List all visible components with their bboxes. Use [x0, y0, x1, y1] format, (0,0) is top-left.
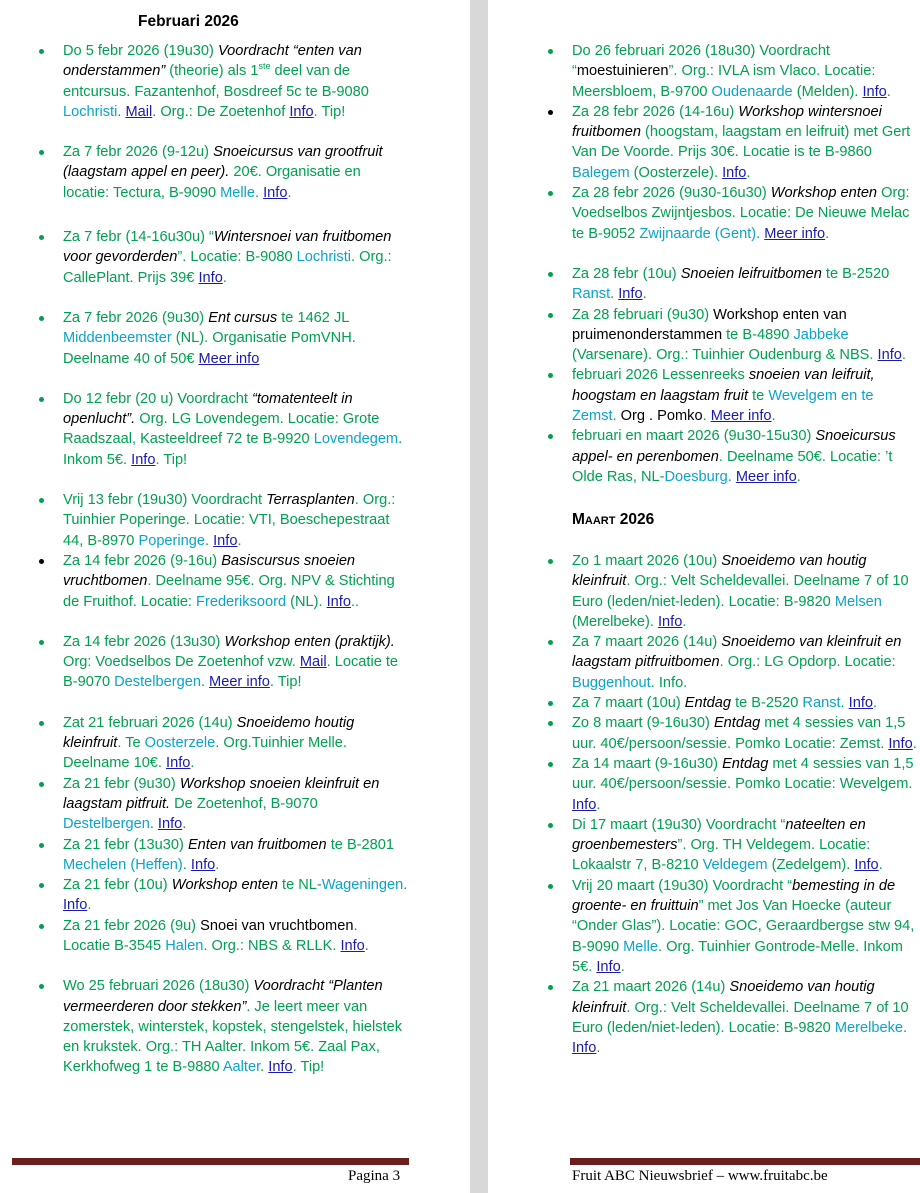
- page-gutter: [470, 0, 488, 1193]
- list-item: Wo 25 februari 2026 (18u30) Voordracht “Planten vermeerderen door stekken”. Je leert meer van zomerstek, winterstek, kopstek, stengelstek, hielstek en krukstek. Org.: TH Aalter. Inkom 5€. Zaal Pax, Kerkhofweg 1 te B-9880 Aalter. Info. Tip!: [63, 976, 408, 1077]
- list-item: Do 5 febr 2026 (19u30) Voordracht “enten van onderstammen” (theorie) als 1ste deel van de entcursus. Fazantenhof, Bosdreef 5c te B-9080 Lochristi. Mail. Org.: De Zoetenhof Info. Tip!: [63, 41, 408, 122]
- list-item: Za 28 februari (9u30) Workshop enten van pruimenonderstammen te B-4890 Jabbeke (Varsenare). Org.: Tuinhier Oudenburg & NBS. Info.: [572, 305, 914, 366]
- list-item: Za 28 febr (10u) Snoeien leifruitbomen te B-2520 Ranst. Info.: [572, 264, 914, 305]
- list-item: Za 21 febr 2026 (9u) Snoei van vruchtbomen. Locatie B-3545 Halen. Org.: NBS & RLLK. Info.: [63, 916, 408, 957]
- info-link[interactable]: Info: [596, 958, 621, 975]
- section-heading-februari: Februari 2026: [138, 13, 239, 30]
- list-item: Zat 21 februari 2026 (14u) Snoeidemo houtig kleinfruit. Te Oosterzele. Org.Tuinhier Melle. Deelname 10€. Info.: [63, 713, 408, 774]
- meer-info-link[interactable]: Meer info: [209, 674, 270, 691]
- february-events-list-continued: [572, 41, 914, 487]
- list-item: Vrij 20 maart (19u30) Voordracht “bemesting in de groente- en fruittuin” met Jos Van Hoecke (auteur “Onder Glas”). Locatie: GOC, Geraardbergse stw 94, B-9090 Melle. Org. Tuinhier Gontrode-Melle. Inkom 5€. Info.: [572, 876, 918, 977]
- list-item: Zo 8 maart (9-16u30) Entdag met 4 sessies van 1,5 uur. 40€/persoon/sessie. Pomko Locatie: Zemst. Info.: [572, 713, 918, 754]
- list-item: Vrij 13 febr (19u30) Voordracht Terrasplanten. Org.: Tuinhier Poperinge. Locatie: VTI, Boeschepestraat 44, B-8970 Poperinge. Info.: [63, 490, 408, 551]
- info-link[interactable]: Info: [657, 613, 683, 630]
- page-number: Pagina 3: [348, 1168, 401, 1184]
- info-link[interactable]: Info: [166, 755, 191, 772]
- february-events-list: [63, 41, 408, 1078]
- info-link[interactable]: Info: [190, 856, 216, 873]
- meer-info-link[interactable]: Meer info: [198, 350, 260, 367]
- info-link[interactable]: Info: [888, 735, 913, 752]
- list-item: Za 7 maart (10u) Entdag te B-2520 Ranst. Info.: [572, 693, 918, 713]
- list-item: Za 28 febr 2026 (9u30-16u30) Workshop enten Org: Voedselbos Zwijntjesbos. Locatie: De Nieuwe Melac te B-9052 Zwijnaarde (Gent). Meer info.: [572, 183, 914, 244]
- info-link[interactable]: Info: [198, 269, 223, 286]
- info-link[interactable]: Info: [848, 695, 873, 712]
- list-item: Za 7 maart 2026 (14u) Snoeidemo van kleinfruit en laagstam pitfruitbomen. Org.: LG Opdorp. Locatie: Buggenhout. Info.: [572, 632, 918, 693]
- info-link[interactable]: Info: [289, 103, 314, 120]
- info-link[interactable]: Info: [722, 164, 747, 181]
- info-link[interactable]: Info: [572, 796, 597, 813]
- info-link[interactable]: Info: [572, 1040, 597, 1057]
- list-item: Do 26 februari 2026 (18u30) Voordracht “moestuinieren”. Org.: IVLA ism Vlaco. Locatie: Meersbloem, B-9700 Oudenaarde (Melden). Info.: [572, 41, 914, 102]
- footer-rule: [12, 1158, 409, 1165]
- info-link[interactable]: Info: [131, 451, 156, 468]
- list-item: Di 17 maart (19u30) Voordracht “nateelten en groenbemesters”. Org. TH Veldegem. Locatie: Lokaalstr 7, B-8210 Veldegem (Zedelgem). Info.: [572, 815, 918, 876]
- meer-info-link[interactable]: Meer info: [735, 468, 797, 485]
- list-item: Za 28 febr 2026 (14-16u) Workshop wintersnoei fruitbomen (hoogstam, laagstam en leifruit) met Gert Van De Voorde. Prijs 30€. Locatie is te B-9860 Balegem (Oosterzele). Info.: [572, 102, 914, 183]
- list-item: Za 7 febr 2026 (9u30) Ent cursus te 1462 JL Middenbeemster (NL). Organisatie PomVNH. Deelname 40 of 50€ Meer info: [63, 308, 408, 369]
- info-link[interactable]: Info: [862, 83, 887, 100]
- section-heading-maart: Maart 2026: [572, 511, 655, 528]
- info-link[interactable]: Info: [268, 1059, 293, 1076]
- info-link[interactable]: Info: [618, 286, 643, 303]
- list-item: Za 21 febr (10u) Workshop enten te NL-Wageningen. Info.: [63, 875, 408, 916]
- list-item: Za 7 febr (14-16u30u) “Wintersnoei van fruitbomen voor gevorderden”. Locatie: B-9080 Lochristi. Org.: CallePlant. Prijs 39€ Info.: [63, 227, 408, 288]
- newsletter-footer: Fruit ABC Nieuwsbrief – www.fruitabc.be: [572, 1168, 828, 1184]
- mail-link[interactable]: Mail: [299, 654, 327, 671]
- list-item: februari en maart 2026 (9u30-15u30) Snoeicursus appel- en perenbomen. Deelname 50€. Locatie: ’t Olde Ras, NL-Doesburg. Meer info.: [572, 426, 914, 487]
- list-item: Za 21 febr (13u30) Enten van fruitbomen te B-2801 Mechelen (Heffen). Info.: [63, 835, 408, 876]
- info-link[interactable]: Info: [63, 897, 88, 914]
- footer-rule: [570, 1158, 920, 1165]
- list-item: Do 12 febr (20 u) Voordracht “tomatenteelt in openlucht”. Org. LG Lovendegem. Locatie: Grote Raadszaal, Kasteeldreef 72 te B-9920 Lovendegem. Inkom 5€. Info. Tip!: [63, 389, 408, 470]
- info-link[interactable]: Info: [854, 857, 879, 874]
- list-item: Za 14 febr 2026 (9-16u) Basiscursus snoeien vruchtbomen. Deelname 95€. Org. NPV & Stichting de Fruithof. Locatie: Frederiksoord (NL). Info..: [63, 551, 408, 612]
- list-item: Za 14 febr 2026 (13u30) Workshop enten (praktijk). Org: Voedselbos De Zoetenhof vzw. Mail. Locatie te B-9070 Destelbergen. Meer info. Tip!: [63, 632, 408, 693]
- info-link[interactable]: Info: [877, 347, 902, 364]
- meer-info-link[interactable]: Meer info: [764, 225, 826, 242]
- info-link[interactable]: Info: [326, 593, 351, 610]
- list-item: Za 7 febr 2026 (9-12u) Snoeicursus van grootfruit (laagstam appel en peer). 20€. Organisatie en locatie: Tectura, B-9090 Melle. Info.: [63, 142, 408, 203]
- list-item: Za 21 maart 2026 (14u) Snoeidemo van houtig kleinfruit. Org.: Velt Scheldevallei. Deelname 7 of 10 Euro (leden/niet-leden). Locatie: B-9820 Merelbeke. Info.: [572, 977, 918, 1058]
- list-item: februari 2026 Lessenreeks snoeien van leifruit, hoogstam en laagstam fruit te Wevelgem en te Zemst. Org . Pomko. Meer info.: [572, 365, 914, 426]
- list-item: Za 14 maart (9-16u30) Entdag met 4 sessies van 1,5 uur. 40€/persoon/sessie. Pomko Locatie: Wevelgem. Info.: [572, 754, 918, 815]
- list-item: Za 21 febr (9u30) Workshop snoeien kleinfruit en laagstam pitfruit. De Zoetenhof, B-9070 Destelbergen. Info.: [63, 774, 408, 835]
- meer-info-link[interactable]: Meer info: [710, 408, 772, 425]
- info-link[interactable]: Info: [263, 184, 288, 201]
- march-events-list: [572, 551, 918, 1058]
- right-column: [488, 0, 920, 1193]
- info-link[interactable]: Info: [213, 532, 238, 549]
- list-item: Zo 1 maart 2026 (10u) Snoeidemo van houtig kleinfruit. Org.: Velt Scheldevallei. Deelname 7 of 10 Euro (leden/niet-leden). Locatie: B-9820 Melsen (Merelbeke). Info.: [572, 551, 918, 632]
- info-link[interactable]: Info: [157, 816, 183, 833]
- mail-link[interactable]: Mail: [125, 103, 153, 120]
- info-link[interactable]: Info: [340, 937, 365, 954]
